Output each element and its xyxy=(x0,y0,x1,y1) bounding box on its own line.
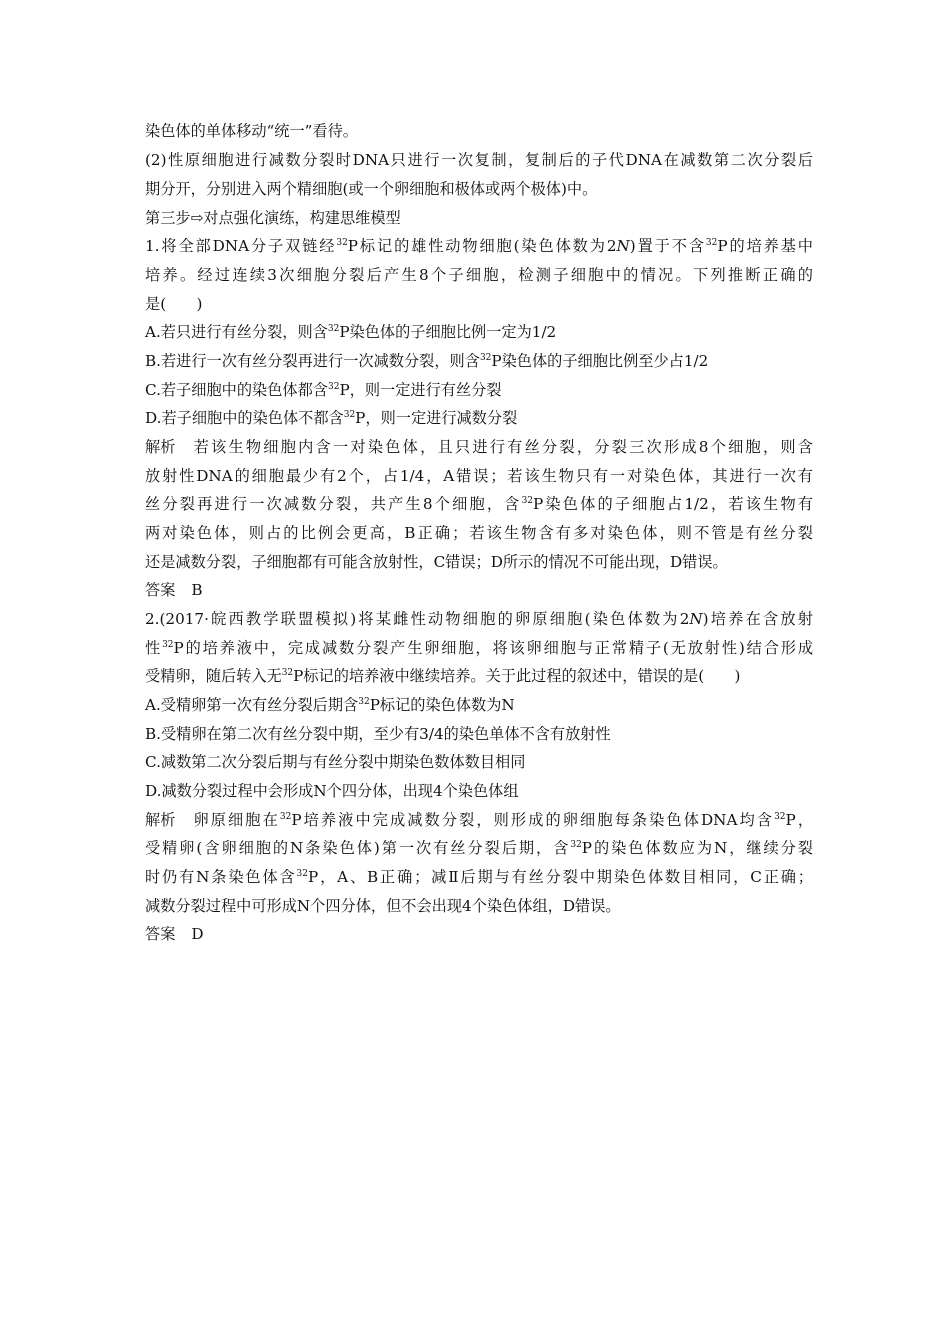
text-line: 染色体的单体移动“统一”看待。 xyxy=(145,122,358,140)
answer-label: 答案 xyxy=(145,925,176,943)
text-line: 丝分裂再进行一次减数分裂，共产生8个细胞，含$^{32}$P染色体的子细胞占1/2，若该生物有 xyxy=(145,495,813,513)
text-line: 减数分裂过程中可形成N个四分体，但不会出现4个染色体组，D错误。 xyxy=(145,897,621,915)
answer-2: 答案 D xyxy=(145,925,204,943)
text-line: 培养。经过连续3次细胞分裂后产生8个子细胞，检测子细胞中的情况。下列推断正确的 xyxy=(145,266,813,284)
text-line: (2)性原细胞进行减数分裂时DNA只进行一次复制，复制后的子代DNA在减数第二次分裂后 xyxy=(145,151,813,169)
text-line: 还是减数分裂，子细胞都有可能含放射性，C错误；D所示的情况不可能出现，D错误。 xyxy=(145,553,728,571)
question-2-stem: 2.(2017·皖西教学联盟模拟)将某雌性动物细胞的卵原细胞(染色体数为2N)培养在含放射 xyxy=(145,610,813,628)
section-heading: 第三步⇨对点强化演练，构建思维模型 xyxy=(145,209,401,227)
text-line: 两对染色体，则占的比例会更高，B正确；若该生物含有多对染色体，则不管是有丝分裂 xyxy=(145,524,813,542)
answer-label: 答案 xyxy=(145,581,176,599)
option-c: C.减数第二次分裂后期与有丝分裂中期染色数体数目相同 xyxy=(145,753,526,771)
text-line: 是( ) xyxy=(145,295,203,313)
text-line: 时仍有N条染色体含$^{32}$P，A、B正确；减Ⅱ后期与有丝分裂中期染色体数目相同，C正确； xyxy=(145,868,813,886)
text-line: 受精卵(含卵细胞的N条染色体)第一次有丝分裂后期，含$^{32}$P的染色体数应为N，继续分裂 xyxy=(145,839,813,857)
option-d: D.若子细胞中的染色体不都含$^{32}$P，则一定进行减数分裂 xyxy=(145,409,518,427)
text-line: 性$^{32}$P的培养液中，完成减数分裂产生卵细胞，将该卵细胞与正常精子(无放射性)结合形成 xyxy=(145,639,814,657)
analysis-2: 解析 卵原细胞在$^{32}$P培养液中完成减数分裂，则形成的卵细胞每条染色体DNA均含$^{32}$P， xyxy=(145,811,814,829)
text-line: 期分开，分别进入两个精细胞(或一个卵细胞和极体或两个极体)中。 xyxy=(145,180,598,198)
option-b: B.受精卵在第二次有丝分裂中期，至少有3/4的染色单体不含有放射性 xyxy=(145,725,611,743)
analysis-label: 解析 xyxy=(145,811,176,829)
analysis-1: 解析 若该生物细胞内含一对染色体，且只进行有丝分裂，分裂三次形成8个细胞，则含 xyxy=(145,438,813,456)
option-c: C.若子细胞中的染色体都含$^{32}$P，则一定进行有丝分裂 xyxy=(145,381,502,399)
analysis-label: 解析 xyxy=(145,438,176,456)
option-b: B.若进行一次有丝分裂再进行一次减数分裂，则含$^{32}$P染色体的子细胞比例至少占1/2 xyxy=(145,352,709,370)
option-a: A.受精卵第一次有丝分裂后期含$^{32}$P标记的染色体数为N xyxy=(145,696,515,714)
answer-1: 答案 B xyxy=(145,581,203,599)
option-d: D.减数分裂过程中会形成N个四分体，出现4个染色体组 xyxy=(145,782,519,800)
text-line: 受精卵，随后转入无$^{32}$P标记的培养液中继续培养。关于此过程的叙述中，错误的是( ) xyxy=(145,667,741,685)
text-line: 放射性DNA的细胞最少有2个，占1/4，A错误；若该生物只有一对染色体，其进行一次有 xyxy=(145,467,813,485)
question-1-stem: 1.将全部DNA分子双链经$^{32}$P标记的雄性动物细胞(染色体数为2N)置于不含$^{32}$P的培养基中 xyxy=(145,237,813,255)
option-a: A.若只进行有丝分裂，则含$^{32}$P染色体的子细胞比例一定为1/2 xyxy=(145,323,557,341)
